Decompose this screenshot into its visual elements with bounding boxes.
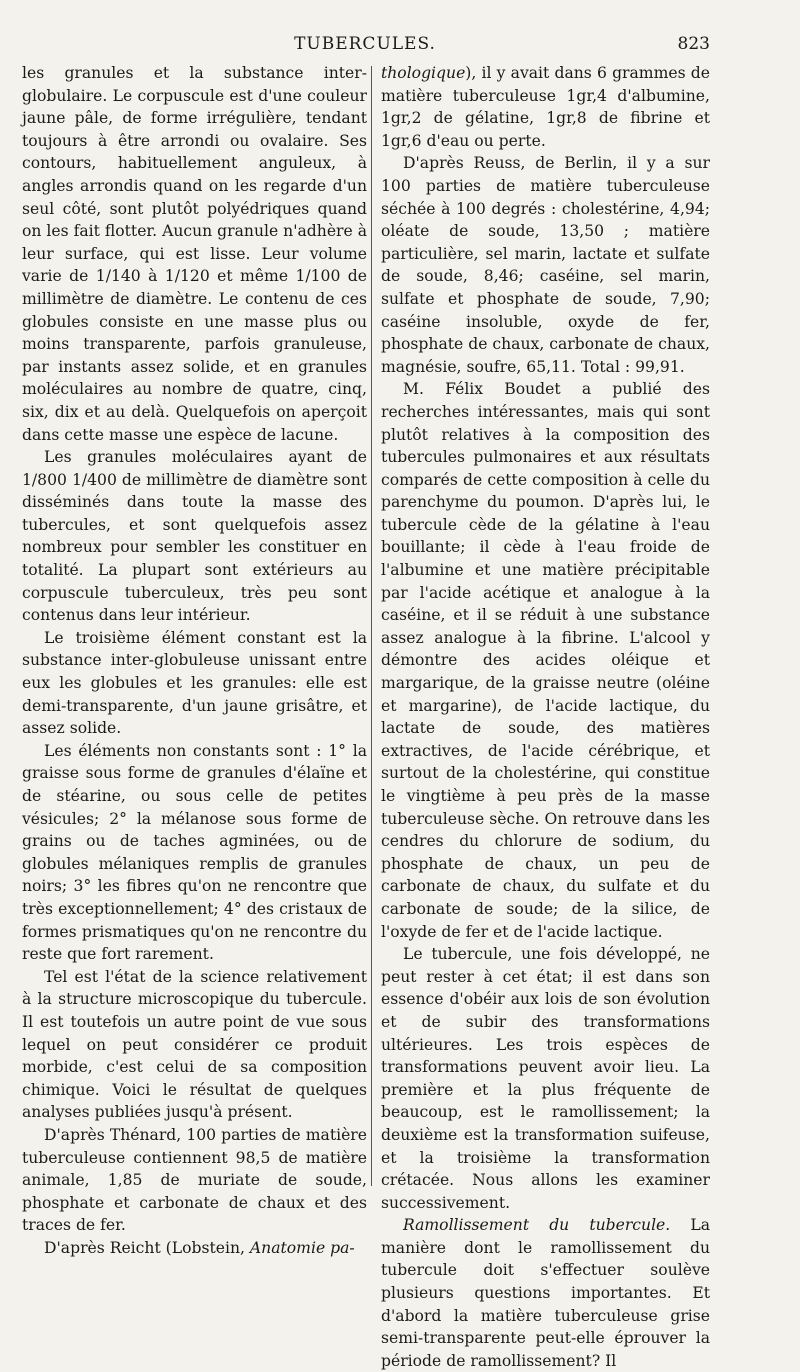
italic-citation: thologique (381, 64, 466, 82)
paragraph: M. Félix Boudet a publié des recherches intéressantes, mais qui sont plutôt relatives à la composition des tubercules pulmonaires et aux résultats comparés de cette composition à celle du parenchyme du poumon. D'après lui, le tubercule cède de la gélatine à l'eau bouillante; il cède à l'eau froide de l'albumine et une matière précipitable par l'acide acétique et analogue à la caséine, et il se réduit à une substance assez analogue à la fibrine. L'alcool y démontre des acides oléique et margarique, de la graisse neutre (oléine et margarine), de l'acide lactique, du lactate de soude, des matières extractives, de l'acide cérébrique, et surtout de la cholestérine, qui constitue le vingtième à peu près de la masse tuberculeuse sèche. On retrouve dans les cendres du chlorure de sodium, du phosphate de chaux, un peu de carbonate de chaux, du sulfate et du carbonate de soude; de la silice, de l'oxyde de fer et de l'acide lactique. (381, 380, 710, 941)
section-heading: Ramollissement du tubercule. (403, 1216, 671, 1235)
paragraph: Ramollissement du tubercule. La manière dont le ramollissement du tubercule doit s'effectuer soulève plusieurs questions importantes. Et d'abord la matière tuberculeuse grise semi-transparente peut-elle éprouver la période de ramollissement? Il (381, 1216, 711, 1370)
paragraph: Le tubercule, une fois développé, ne peut rester à cet état; il est dans son essence d'obéir aux lois de son évolution et de subir des transformations ultérieures. Les trois espèces de transformations peuvent avoir lieu. La première et la plus fréquente de beaucoup, est le ramollissement; la deuxième est la transformation suifeuse, et la troisième la transformation crétacée. Nous allons les examiner successivement. (381, 945, 710, 1212)
left-column (22, 62, 367, 1259)
paragraph: Les éléments non constants sont : 1° la graisse sous forme de granules d'élaïne et de stéarine, ou sous celle de petites vésicules; 2° la mélanose sous forme de grains ou de taches agminées, ou de globules mélaniques remplis de granules noirs; 3° les fibres qu'on ne rencontre que très exceptionnellement; 4° des cristaux de formes prismatiques qu'on ne rencontre du reste que fort rarement. (22, 741, 367, 964)
paragraph: D'après Thénard, 100 parties de matière tuberculeuse contiennent 98,5 de matière animale, 1,85 de muriate de soude, phosphate et carbonate de chaux et des traces de fer. (22, 1125, 367, 1235)
paragraph: D'après Reicht (Lobstein, Anatomie pa- (44, 1238, 355, 1257)
paragraph: thologique), il y avait dans 6 grammes de matière tuberculeuse 1gr,4 d'albumine, 1gr,2 de gélatine, 1gr,8 de fibrine et 1gr,6 d'eau ou perte. (381, 64, 710, 150)
running-title: TUBERCULES. (294, 34, 436, 54)
paragraph: les granules et la substance inter-globulaire. Le corpuscule est d'une couleur jaune pâle, de forme irrégulière, tendant toujours à être arrondi ou ovalaire. Ses contours, habituellement anguleux, à angles arrondis quand on les regarde d'un seul côté, sont plutôt polyédriques quand on les fait flotter. Aucun granule n'adhère à leur surface, qui est lisse. Leur volume varie de 1/140 à 1/120 et même 1/100 de millimètre de diamètre. Le contenu de ces globules consiste en une masse plus ou moins transparente, parfois granuleuse, par instants assez solide, et en granules moléculaires au nombre de quatre, cinq, six, dix et au delà. Quelquefois on aperçoit dans cette masse une espèce de lacune. (22, 64, 367, 444)
italic-citation: Anatomie pa- (249, 1238, 355, 1257)
column-divider (371, 66, 372, 1186)
page-number: 823 (677, 34, 710, 54)
paragraph: D'après Reuss, de Berlin, il y a sur 100 parties de matière tuberculeuse séchée à 100 degrés : cholestérine, 4,94; oléate de soude, 13,50 ; matière particulière, sel marin, lactate et sulfate de soude, 8,46; caséine, sel marin, sulfate et phosphate de soude, 7,90; caséine insoluble, oxyde de fer, phosphate de chaux, carbonate de chaux, magnésie, soufre, 65,11. Total : 99,91. (381, 154, 710, 376)
right-column (381, 62, 710, 1372)
paragraph: Tel est l'état de la science relativement à la structure microscopique du tubercule. Il est toutefois un autre point de vue sous lequel on peut considérer ce produit morbide, c'est celui de sa composition chimique. Voici le résultat de quelques analyses publiées jusqu'à présent. (22, 967, 367, 1122)
paragraph: Le troisième élément constant est la substance inter-globuleuse unissant entre eux les globules et les granules: elle est demi-transparente, d'un jaune grisâtre, et assez solide. (22, 628, 367, 738)
page-header (20, 32, 710, 58)
paragraph: Les granules moléculaires ayant de 1/800 1/400 de millimètre de diamètre sont disséminés dans toute la masse des tubercules, et sont quelquefois assez nombreux pour sembler les constituer en totalité. La plupart sont extérieurs au corpuscule tuberculeux, très peu sont contenus dans leur intérieur. (22, 448, 367, 625)
